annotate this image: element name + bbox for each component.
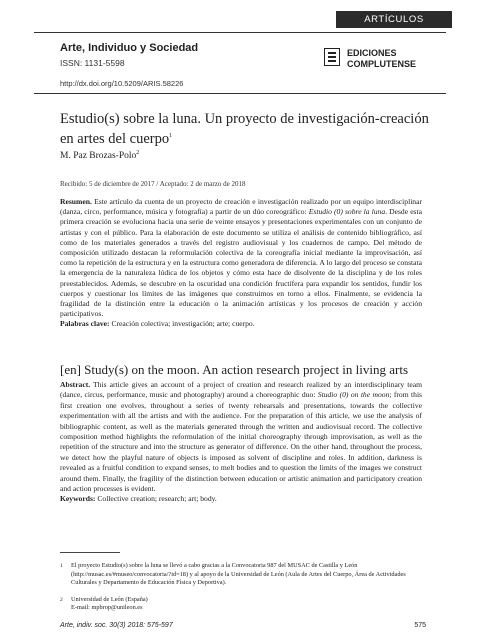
author-footnote-marker[interactable]: 2 [136,149,140,156]
footnote-1-text: El proyecto Estudio(s) sobre la luna se llevó a cabo gracias a la Convocatoria 987 del MUSAC de Castilla y León (http://musac.es/#museo/convocatoria/?id=18) y al apoyo de la Universidad de León (Aula de Artes del Cuerpo, Área de Actividades Culturales y Departamento de Educación Física y Deportiva). [71,562,406,586]
footnote-1 [60,562,422,588]
abstract-en-label: Abstract. [60,380,91,389]
abstract-es-label: Resumen. [60,197,92,206]
doi-link[interactable]: http://dx.doi.org/10.5209/ARIS.58226 [60,79,184,88]
publisher-name-line2: COMPLUTENSE [347,59,417,69]
footnote-2-email [60,604,422,613]
footnote-1-number: 1 [60,563,63,569]
english-title: [en] Study(s) on the moon. An action research project in living arts [60,362,409,377]
article-title-text: Estudio(s) sobre la luna. Un proyecto de investigación-creación en artes del cuerpo [60,111,429,147]
abstract-en-text-2: ; from this first creation one evolves, throughout a series of twenty rehearsals and presentations, towards the collective experimentation with all the artists and with the audience. For the preparation of this article, we use the analysis of bibliographic content, as well as the materials generated through the written and audiovisual record. The collective composition method highlights the reformulation of the initial choreography through improvisation, as well as the repetition of the structure and into the structure as generator of difference. On the other hand, throughout the process, we detect how the playful nature of objects is imposed as solvent of discipline and roles. In addition, darkness is revealed as a fruitful condition to expand senses, to melt bodies and to question the limits of the images we construct around them. Finally, the fragility of the distinction between education or artistic animation and participatory creation and action processes is evident. [60,390,423,494]
abstract-es [60,197,422,330]
abstract-es-text-1: Este artículo da cuenta de un proyecto de creación e investigación realizado por un equipo interdisciplinar (danza, circo, performance, música y fotografía) a partir de un dúo coreográfico: [60,197,422,217]
keywords-en-label: Keywords: [60,494,96,504]
journal-title: Arte, Individuo y Sociedad [60,42,199,54]
header-top-rule [34,32,446,33]
page-number: 575 [414,622,426,629]
keywords-es-label: Palabras clave: [60,319,110,329]
keywords-es: Creación colectiva; investigación; arte; cuerpo. [109,319,255,329]
publisher-logo-icon [324,48,340,66]
footnote-rule [60,552,120,553]
keywords-en: Collective creation; research; art; body. [95,494,217,504]
footnote-2-text: Universidad de León (España) [71,596,148,603]
footnote-2-number: 2 [60,597,63,603]
footnote-2-email-text[interactable]: E-mail: mpbrop@unileon.es [71,604,143,611]
abstract-es-italic: Estudio (0) sobre la luna [308,207,386,217]
author [60,151,139,161]
author-name: M. Paz Brozas-Polo [60,151,137,161]
section-badge: ARTÍCULOS [336,11,452,28]
title-footnote-marker[interactable]: 1 [169,133,173,140]
article-title [60,109,430,149]
abstract-en [60,380,422,505]
abstract-en-italic: Studio (0) on the moon [317,390,390,400]
publisher-name [347,48,416,70]
publisher-name-line1: EDICIONES [347,48,397,58]
header-bottom-rule [34,93,446,94]
footer-citation: Arte, indiv. soc. 30(3) 2018: 575-597 [60,622,173,629]
received-accepted-dates: Recibido: 5 de diciembre de 2017 / Aceptado: 2 de marzo de 2018 [60,180,246,188]
abstract-en-text-1: This article gives an account of a project of creation and research realized by an interdisciplinary team (dance, circus, performance, music and photography) around a choreographic duo: [60,380,422,400]
abstract-es-text-2: . Desde esta primera creación se evoluciona hacia una serie de veinte ensayos y presentaciones experimentales con un conjunto de artistas y con el público. Para la elaboración de este documento se utiliza el análisis de contenido bibliográfico, así como de los materiales generados a través del registro audiovisual y los cuadernos de campo. Del método de composición utilizado destacan la reformulación colectiva de la coreografía inicial mediante la improvisación, así como la repetición de la estructura y en la estructura como generadora de diferencia. A lo largo del proceso se constata la emergencia de la naturaleza lúdica de los objetos y cómo esta hace de disolvente de la disciplina y de los roles preestablecidos. Además, se descubre en la oscuridad una condición fructífera para expandir los sentidos, fundir los cuerpos y cuestionar los límites de las imágenes que construimos en torno a ellos. Finalmente, se evidencia la fragilidad de la distinción entre la educación o la animación artísticas y los procesos de creación y acción participativos. [60,207,422,319]
issn: ISSN: 1131-5598 [60,58,125,68]
